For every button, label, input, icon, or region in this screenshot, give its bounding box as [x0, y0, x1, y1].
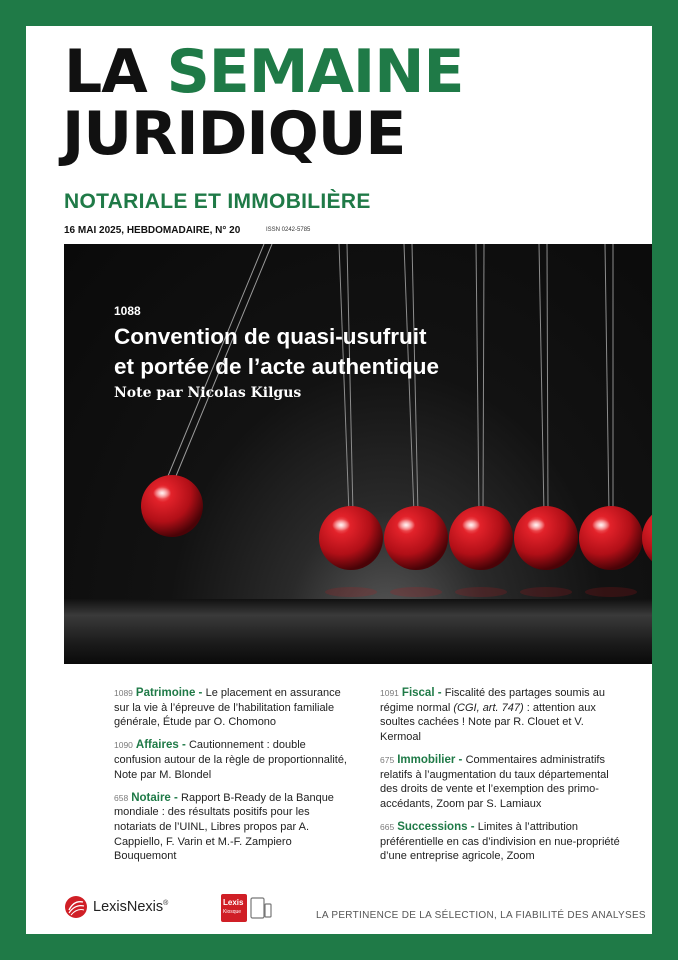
toc-item-patrimoine[interactable] — [114, 686, 354, 730]
toc-item-text: Cautionnement : double confusion autour de la règle de proportionnalité, Note par M. Blondel — [114, 739, 347, 781]
toc-item-text: Le placement en assurance sur la vie à l’épreuve de l’habilitation familiale générale, Étude par O. Chomono — [114, 687, 341, 729]
red-ball — [319, 506, 383, 570]
magazine-cover — [26, 26, 652, 934]
red-ball — [642, 506, 652, 570]
toc-item-separator: - — [178, 739, 189, 752]
toc-item-text: Rapport B-Ready de la Banque mondiale : des résultats positifs pour les notariats de l’UINL, Libres propos par A. Cappiello, F. Varin et M.-F. Zampiero Bouquemont — [114, 791, 334, 863]
kiosque-label: Lexis — [223, 898, 244, 907]
table-of-contents-right — [380, 686, 626, 872]
toc-item-separator: - — [467, 820, 478, 833]
toc-item-separator: - — [170, 791, 182, 804]
toc-item-text: Fiscalité des partages soumis au régime normal — [380, 687, 605, 714]
red-ball — [514, 506, 578, 570]
newtons-cradle-illustration — [64, 244, 652, 664]
red-ball — [449, 506, 513, 570]
toc-item-citation: (CGI, art. 747) — [453, 701, 524, 714]
red-ball — [384, 506, 448, 570]
masthead-subtitle: NOTARIALE ET IMMOBILIÈRE — [64, 190, 371, 213]
toc-item-category: Immobilier — [397, 753, 456, 766]
tablet-phone-icon — [250, 896, 272, 920]
resting-red-balls — [319, 506, 652, 570]
masthead-title-semaine: SEMAINE — [166, 37, 464, 107]
toc-item-category: Notaire — [131, 791, 171, 804]
kiosque-sublabel: Kiosque — [223, 909, 242, 915]
table-of-contents-left — [114, 686, 354, 872]
feature-article-title — [114, 322, 584, 382]
toc-item-successions[interactable] — [380, 820, 626, 864]
toc-item-number: 665 — [380, 821, 395, 832]
logo-registered-mark: ® — [163, 900, 169, 908]
toc-item-category: Patrimoine — [135, 687, 196, 699]
toc-item-number: 1090 — [114, 740, 133, 751]
feature-article-author: Note par Nicolas Kilgus — [114, 385, 302, 401]
cradle-string — [605, 244, 609, 514]
toc-item-number: 675 — [380, 754, 395, 765]
toc-item-immobilier[interactable] — [380, 753, 626, 811]
red-ball — [579, 506, 643, 570]
issue-dateline: 16 MAI 2025, HEBDOMADAIRE, N° 20 — [64, 225, 241, 236]
masthead-title-line1 — [64, 37, 464, 107]
lexisnexis-logo-icon — [64, 895, 88, 919]
footer-tagline: LA PERTINENCE DE LA SÉLECTION, LA FIABILITÉ DES ANALYSES — [316, 910, 646, 921]
toc-item-number: 1091 — [380, 688, 399, 698]
toc-item-text: : attention aux soultes cachées ! Note par R. Clouet et V. Kermoal — [380, 701, 596, 743]
toc-item-separator: - — [434, 687, 445, 699]
toc-item-separator: - — [195, 687, 206, 699]
toc-item-separator: - — [455, 753, 466, 766]
toc-item-number: 658 — [114, 792, 129, 803]
toc-item-category: Affaires — [135, 739, 179, 752]
feature-article-number: 1088 — [114, 304, 141, 318]
toc-item-category: Successions — [397, 820, 468, 833]
feature-title-line2: et portée de l’acte authentique — [114, 354, 440, 379]
lexis-kiosque-logo — [221, 894, 247, 922]
logo-wordmark: LexisNexis — [93, 899, 164, 915]
toc-item-notaire[interactable] — [114, 791, 354, 864]
toc-item-fiscal[interactable] — [380, 686, 626, 744]
toc-item-category: Fiscal — [401, 687, 435, 699]
toc-item-text: Commentaires administratifs relatifs à l’augmentation du taux départemental des droits de vente et l’exemption des primo-accédants, Zoom par S. Lamiaux — [380, 753, 609, 810]
masthead-title-la: LA — [64, 37, 147, 107]
issn-number: ISSN 0242-5785 — [266, 227, 311, 233]
swinging-red-ball — [141, 475, 203, 537]
masthead-title-juridique: JURIDIQUE — [62, 99, 406, 169]
feature-title-line1: Convention de quasi-usufruit — [114, 324, 427, 349]
hero-image-newtons-cradle — [64, 244, 652, 664]
lexisnexis-logo-text — [93, 899, 168, 915]
toc-item-affaires[interactable] — [114, 738, 354, 782]
toc-item-text: Limites à l’attribution préférentielle en cas d’indivision en nue-propriété d’une entreprise agricole, Zoom — [380, 820, 620, 863]
toc-item-number: 1089 — [114, 688, 133, 698]
